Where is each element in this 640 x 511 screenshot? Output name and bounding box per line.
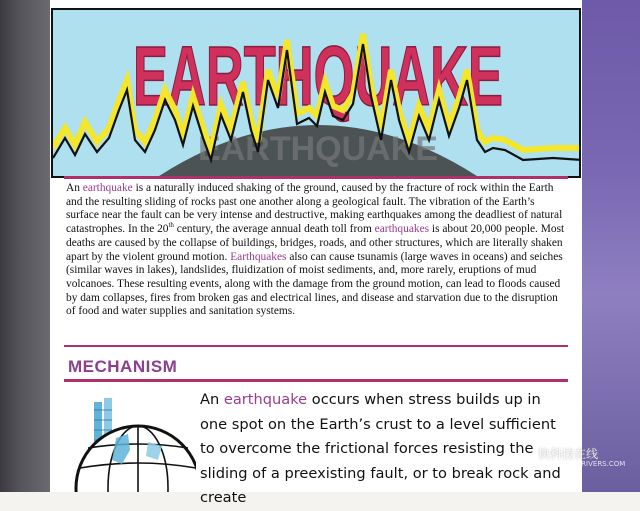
shadow-title-text: EARTHQUAKE: [198, 130, 438, 168]
intro-text-5: also can cause tsunamis (large waves in oceans) and seiches (similar waves in lakes), landslides, fluidization of moist sediments, and, more rarely, eruptions of mud volcanoes. These resulting events, along with the damage from the ground motion, can lead to floods caused by dam collapses, fires from broken gas and electrical lines, and disease and starvation due to the disruption of food and water supplies and sanitation systems.: [66, 250, 563, 318]
left-decorative-band: [0, 0, 50, 492]
header-banner: [51, 8, 581, 178]
watermark-subtext: KKJ.MYDRIVERS.COM: [552, 460, 626, 468]
intro-text-3: century, the average annual death toll from: [173, 223, 375, 236]
mechanism-paragraph: [200, 388, 572, 511]
header-divider: [64, 176, 568, 179]
mechanism-text-2: occurs when stress builds up in one spot on the Earth’s crust to a level sufficient to overcome the frictional forces resisting the sliding of a preexisting fault, or to break rock and create: [200, 391, 561, 506]
section-title-mechanism: MECHANISM: [68, 357, 178, 376]
section-title-underline: [64, 379, 568, 382]
right-decorative-band: [582, 0, 640, 492]
watermark-text: 快科技在线: [538, 447, 599, 461]
mechanism-text-1: An: [200, 391, 224, 408]
poster-page: [50, 0, 582, 506]
keyword-earthquake: earthquake: [82, 182, 133, 194]
keyword-earthquakes-capital: Earthquakes: [230, 250, 287, 263]
intro-text-4: is about 20,000 people. Most deaths are caused by the collapse of buildings, bridges, roads, and other structures, which are literally shaken apart by the violent ground motion.: [66, 223, 565, 263]
seismogram-graphic: [53, 10, 581, 178]
intro-text-2: is a naturally induced shaking of the ground, caused by the fracture of rock within the Earth and the resulting sliding of rocks past one another along a geological fault. The vibration of the Earth’s surface near the fault can be very intense and destructive, making earthquakes among the deadliest of natural catastrophes. In the 20: [66, 182, 563, 236]
keyword-earthquakes: earthquakes: [374, 223, 430, 236]
intro-text-1: An: [66, 182, 83, 194]
main-title-text: EARTHQUAKE: [133, 29, 503, 123]
intro-bottom-divider: [64, 345, 568, 347]
intro-paragraph: [66, 182, 566, 319]
globe-illustration: [68, 398, 196, 492]
keyword-earthquake-mechanism: earthquake: [223, 391, 308, 408]
superscript-th: th: [168, 221, 174, 230]
